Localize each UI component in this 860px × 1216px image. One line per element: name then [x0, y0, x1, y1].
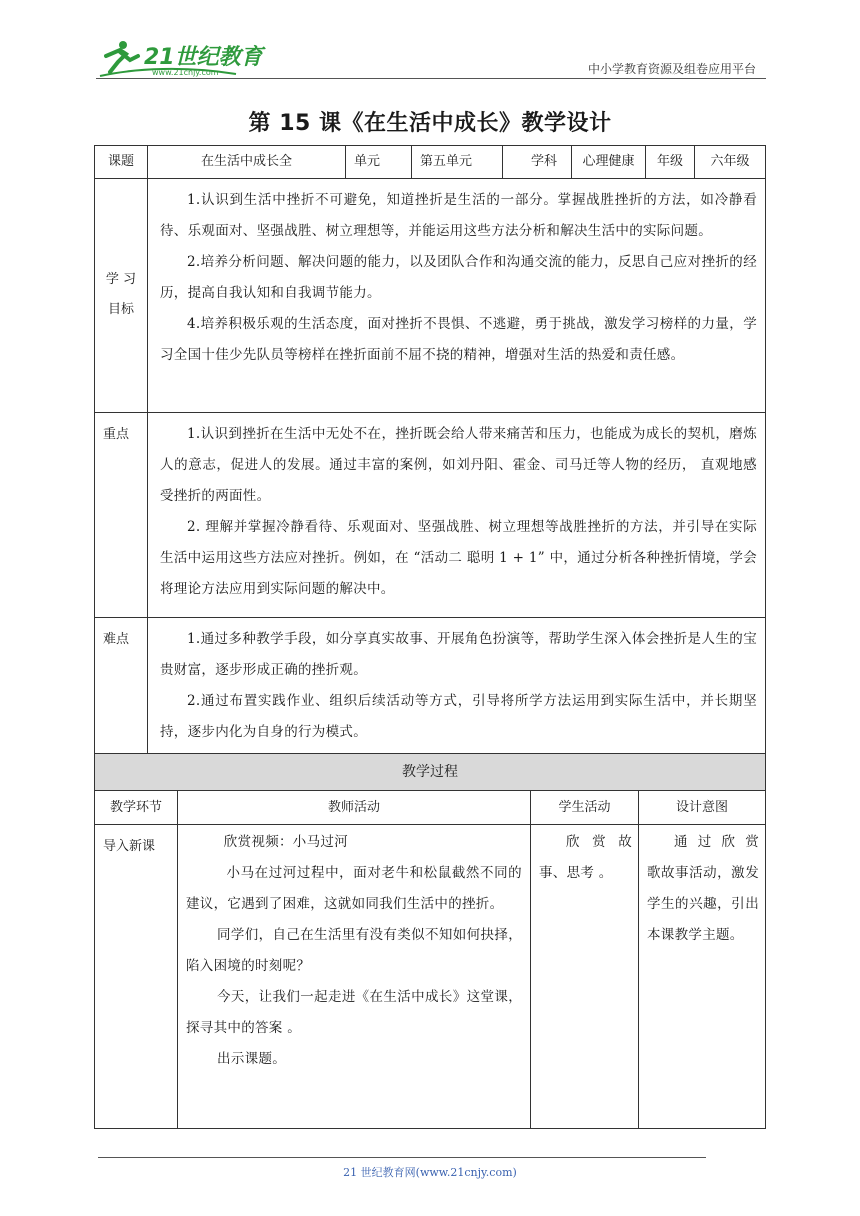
design-intent-cell: [638, 824, 766, 1129]
stage-cell: 导入新课: [103, 839, 156, 854]
key-points-label-cell: [94, 412, 148, 618]
subject-value: 心理健康: [571, 145, 646, 179]
key-points-label: 重点: [103, 427, 130, 442]
teacher-activity-item: 小马在过河过程中，面对老牛和松鼠截然不同的建议，它遇到了困难，这就如同我们生活中的挫折。: [186, 865, 522, 912]
logo-wordmark: 21世纪教育: [144, 45, 263, 70]
course-value: 在生活中成长全: [147, 145, 346, 179]
logo-url: www.21cnjy.com: [152, 68, 219, 77]
process-title: 教学过程: [94, 753, 766, 791]
grade-label: 年级: [645, 145, 695, 179]
unit-value: 第五单元: [411, 145, 503, 179]
platform-name: 中小学教育资源及组卷应用平台: [587, 62, 756, 76]
objectives-label-line1: 学 习: [105, 272, 137, 287]
header-student: 学生活动: [530, 790, 639, 825]
header-divider: [96, 78, 766, 79]
teacher-activity-cell: [177, 824, 531, 1129]
difficulties-content: [147, 617, 766, 754]
objectives-label-line2: 目标: [107, 302, 134, 317]
difficulty-item: 1.通过多种教学手段，如分享真实故事、开展角色扮演等，帮助学生深入体会挫折是人生的宝贵财富，逐步形成正确的挫折观。: [160, 631, 757, 678]
difficulties-label-cell: [94, 617, 148, 754]
teacher-activity-item: 同学们，自己在生活里有没有类似不知如何抉择，陷入困境的时刻呢？: [186, 927, 522, 974]
unit-label: 单元: [345, 145, 412, 179]
key-point-item: 2. 理解并掌握冷静看待、乐观面对、坚强战胜、树立理想等战胜挫折的方法，并引导在实际生活中运用这些方法应对挫折。例如，在 “活动二 聪明 1 + 1” 中，通过分析各种挫折情境，学会将理论方法应用到实际问题的解决中。: [160, 519, 757, 597]
design-intent-text: 通 过 欣 赏 歌故事活动，激发学生的兴趣，引出本课教学主题。: [647, 834, 759, 943]
objectives-label-cell: [94, 178, 148, 413]
objectives-content: [147, 178, 766, 413]
grade-value: 六年级: [694, 145, 766, 179]
teacher-activity-item: 出示课题。: [217, 1051, 287, 1067]
teacher-activity-item: 今天，让我们一起走进《在生活中成长》这堂课，探寻其中的答案 。: [186, 989, 522, 1036]
header-teacher: 教师活动: [177, 790, 531, 825]
site-logo: [96, 36, 266, 80]
key-points-content: [147, 412, 766, 618]
student-activity-cell: [530, 824, 639, 1129]
document-title: 第 15 课《在生活中成长》教学设计: [248, 111, 612, 136]
footer-link[interactable]: 21 世纪教育网(www.21cnjy.com): [343, 1166, 517, 1179]
objective-item: 4.培养积极乐观的生活态度，面对挫折不畏惧、不逃避，勇于挑战，激发学习榜样的力量，学习全国十佳少先队员等榜样在挫折面前不屈不挠的精神，增强对生活的热爱和责任感。: [160, 316, 757, 363]
footer-divider: [98, 1157, 706, 1158]
difficulty-item: 2.通过布置实践作业、组织后续活动等方式，引导将所学方法运用到实际生活中，并长期坚持，逐步内化为自身的行为模式。: [160, 693, 757, 740]
subject-label: 学科: [502, 145, 572, 179]
course-label: 课题: [94, 145, 148, 179]
student-activity-text: 欣 赏 故事、思考 。: [539, 834, 632, 881]
difficulties-label: 难点: [103, 632, 130, 647]
key-point-item: 1.认识到挫折在生活中无处不在，挫折既会给人带来痛苦和压力，也能成为成长的契机，磨炼人的意志，促进人的发展。通过丰富的案例，如刘丹阳、霍金、司马迁等人物的经历， 直观地感受挫折的两面性。: [160, 426, 757, 504]
objective-item: 1.认识到生活中挫折不可避免，知道挫折是生活的一部分。掌握战胜挫折的方法，如冷静看待、乐观面对、坚强战胜、树立理想等，并能运用这些方法分析和解决生活中的实际问题。: [160, 192, 757, 239]
objective-item: 2.培养分析问题、解决问题的能力，以及团队合作和沟通交流的能力，反思自己应对挫折的经历，提高自我认知和自我调节能力。: [160, 254, 757, 301]
header-stage: 教学环节: [94, 790, 178, 825]
teacher-activity-item: 欣赏视频：小马过河: [223, 834, 348, 850]
table-row-stage: [94, 824, 178, 1129]
header-intent: 设计意图: [638, 790, 766, 825]
